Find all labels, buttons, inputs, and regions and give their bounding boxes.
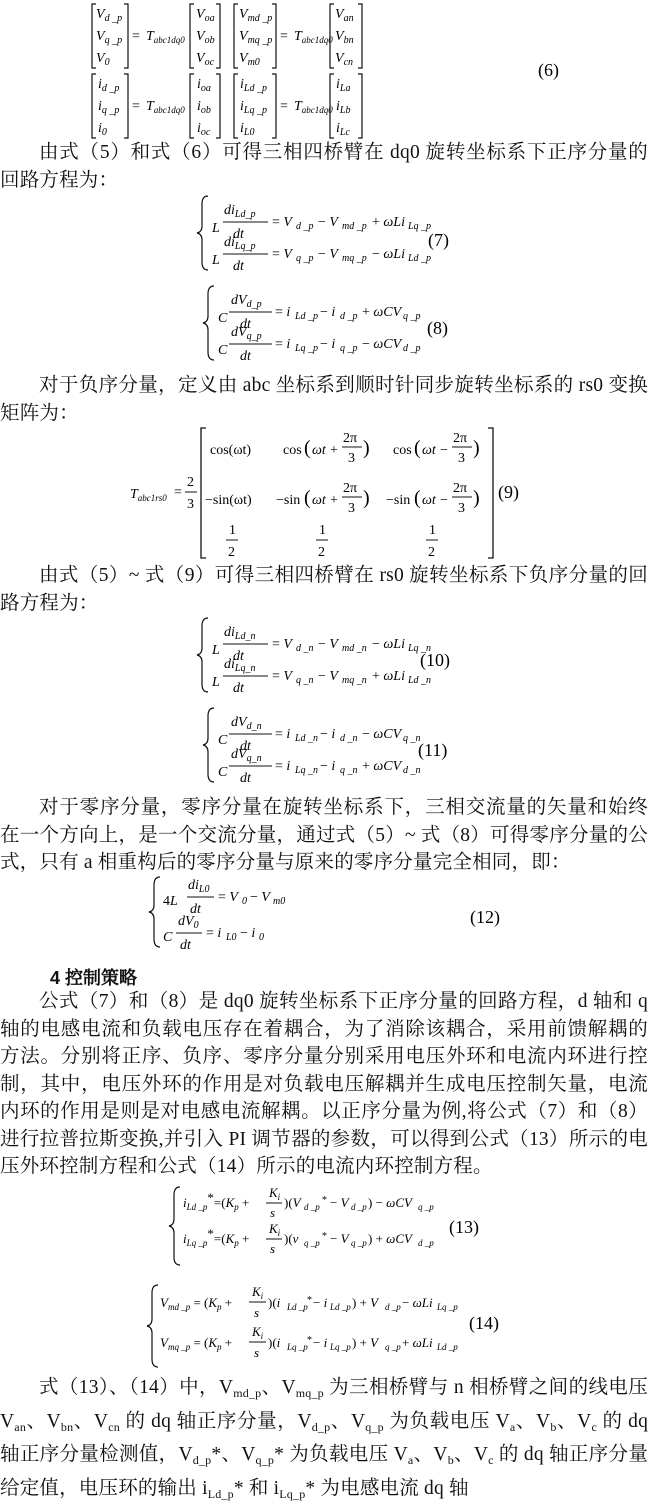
svg-text:(: ( [414, 487, 421, 509]
svg-text:+: + [330, 493, 338, 508]
svg-text:Lq _p: Lq _p [295, 343, 319, 354]
paragraph-4: 对于零序分量，零序分量在旋转坐标系下，三相交流量的矢量和始终在一个方向上，是一个交流分量，通过式（5）~ 式（8）可得零序分量的公式，只有 a 相重构后的零序分量与原来的零序分量完全相同，即： [0, 797, 648, 873]
svg-text:s: s [270, 1241, 276, 1256]
svg-text:d _p: d _p [403, 343, 421, 354]
svg-text:2: 2 [228, 545, 235, 560]
svg-text:Lq _p: Lq _p [287, 1342, 308, 1352]
svg-text:2: 2 [428, 545, 435, 560]
svg-text:− V: − V [318, 637, 338, 652]
svg-text:cos(ωt): cos(ωt) [210, 443, 252, 458]
svg-text:Ki: $K_i$ [252, 1284, 264, 1301]
svg-text:− i: − i [313, 1335, 328, 1350]
svg-text:2: 2 [318, 545, 325, 560]
svg-text:Ld _p: Ld _p [408, 253, 432, 264]
svg-text:−sin: −sin [276, 493, 301, 508]
svg-text:Tabc1rs0: $T_{abc1rs0}$ [130, 487, 167, 503]
svg-text:dt: dt [233, 681, 244, 696]
svg-text:2: 2 [187, 475, 194, 490]
svg-text:id _p: $i_{d \_p}$ [98, 77, 120, 94]
svg-text:− i: − i [320, 759, 336, 774]
svg-text:Vmq _p = (Kp +: $V_{mq \_p} = (K_p$ + [160, 1335, 233, 1352]
svg-text:3: 3 [458, 501, 465, 516]
svg-text:*: * [307, 1295, 312, 1306]
svg-text:ωt: ωt [422, 493, 436, 508]
svg-text:Voc: $V_{oc}$ [196, 51, 215, 68]
svg-text:(: ( [304, 437, 311, 459]
svg-text:(: ( [304, 487, 311, 509]
svg-text:s: s [254, 1345, 260, 1360]
svg-text:dV0: $dV_0$ [178, 914, 199, 931]
svg-text:d _p: d _p [418, 1238, 434, 1248]
svg-text:2π: 2π [343, 481, 358, 496]
svg-text:iLa: $i_{La}$ [336, 77, 351, 94]
svg-text:*: * [322, 1231, 327, 1242]
equation-9-svg [0, 424, 652, 564]
svg-text:L: L [212, 675, 220, 690]
svg-text:= V: = V [272, 637, 292, 652]
equation-7-8 [0, 192, 652, 367]
svg-text:Ld _n: Ld _n [408, 675, 432, 686]
svg-text:− i: − i [320, 305, 336, 320]
svg-text:dt: dt [190, 902, 201, 917]
svg-text:− i: − i [320, 337, 336, 352]
svg-text:Vmd _p = (Kp +: $V_{md \_p} = (K_p$ + [160, 1295, 233, 1312]
svg-text:= V: = V [218, 890, 238, 905]
svg-text:s: s [270, 1205, 276, 1220]
svg-text:iob: $i_{ob}$ [197, 99, 211, 116]
svg-text:d _p: d _p [340, 311, 358, 322]
svg-text:0: 0 [242, 896, 247, 907]
svg-text:L: L [212, 253, 220, 268]
svg-text:d _p: d _p [351, 1202, 367, 1212]
svg-text:+ ωLi: + ωLi [372, 215, 405, 230]
svg-text:Tabc1dq0: $T_{abc1dq0}$ [146, 29, 185, 45]
svg-text:dVd_n: $dV_{d\_n}$ [231, 715, 262, 732]
svg-text:diL0: $di_{L0}$ [188, 878, 210, 895]
svg-text:ωt: ωt [312, 443, 326, 458]
svg-text:diLd_n: $di_{Ld\_n}$ [224, 625, 256, 642]
svg-text:): ) [363, 437, 370, 459]
svg-text:+ ωLi: + ωLi [372, 669, 405, 684]
svg-text:= i: = i [275, 727, 291, 742]
svg-text:q _n: q _n [403, 733, 421, 744]
svg-text:Ld _n: Ld _n [295, 733, 319, 744]
svg-text:=: = [132, 99, 140, 114]
paragraph-1: 由式（5）和式（6）可得三相四桥臂在 dq0 旋转坐标系下正序分量的回路方程为： [0, 142, 648, 191]
svg-text:− V: − V [330, 1195, 349, 1210]
svg-text:dt: dt [180, 938, 191, 953]
equation-12-svg [0, 873, 652, 963]
svg-text:ωt: ωt [312, 493, 326, 508]
svg-text:4L: 4L [163, 894, 178, 909]
svg-text:− ωLi: − ωLi [372, 247, 405, 262]
paragraph-6: 式（13）、（14）中，$V_{md\_p}$、$V_{mq\_p}$ 为三相桥臂与 n 相桥臂之间的线电压 $V_{an}$、$V_{bn}$、$V_{cn}$ 的 dq 轴正序分量，$V_{d\_p}$、$V_{q\_p}$ 为负载电压 $V_a$、$V_b$、$V_c$ 的 dq 轴正序分量检测值，$V_{d\_p}*$、$V_{q\_p}*$ 为负载电压 $V_a$、$V_b$、$V_c$ 的 dq 轴正序分量给定值，电压环的输出 $i_{Ld\_p}*$ 和 $i_{Lq\_p}*$ 为电感电流 dq 轴 [0, 1377, 649, 1501]
paragraph-3: 由式（5）~ 式（9）可得三相四桥臂在 rs0 旋转坐标系下负序分量的回路方程为： [0, 565, 648, 614]
svg-text:= i: = i [275, 337, 291, 352]
svg-text:) + V: ) + V [352, 1295, 379, 1310]
svg-text:− i: − i [240, 926, 256, 941]
svg-text:=: = [280, 29, 288, 44]
svg-text:Vbn: $V_{bn}$ [335, 29, 354, 46]
svg-text:q _p: q _p [403, 311, 421, 322]
svg-text:Ki: $K_i$ [252, 1324, 264, 1341]
svg-text:q _p: q _p [351, 1238, 367, 1248]
svg-text:q _p: q _p [340, 343, 358, 354]
svg-text:C: C [218, 343, 228, 358]
svg-text:= i: = i [275, 759, 291, 774]
svg-text:−: − [440, 443, 448, 458]
svg-text:1: 1 [229, 523, 236, 538]
svg-text:ioa: $i_{oa}$ [197, 77, 211, 94]
svg-text:Lq _p: Lq _p [408, 221, 432, 232]
svg-text:*: * [322, 1195, 327, 1206]
svg-text:): ) [473, 487, 480, 509]
svg-text:−: − [440, 493, 448, 508]
svg-text:ωt: ωt [422, 443, 436, 458]
paragraph-2: 对于负序分量，定义由 abc 坐标系到顺时针同步旋转坐标系的 rs0 变换矩阵为： [0, 375, 648, 424]
svg-text:md _n: md _n [342, 643, 367, 654]
svg-text:iLq _p: $i_{Lq \_p}$ [240, 99, 267, 116]
svg-text:)(v: )(v [284, 1231, 299, 1246]
section-heading: 4 控制策略 [50, 968, 138, 988]
svg-text:2π: 2π [453, 481, 468, 496]
svg-text:+ ωLi: + ωLi [402, 1335, 433, 1350]
svg-text:Ki: $K_i$ [269, 1185, 281, 1202]
svg-text:): ) [363, 487, 370, 509]
svg-text:) + V: ) + V [352, 1335, 379, 1350]
svg-text:i0: $i_0$ [98, 121, 107, 138]
equation-13-14 [0, 1183, 652, 1373]
svg-text:−sin(ωt): −sin(ωt) [205, 493, 252, 508]
svg-text:md _p: md _p [342, 221, 367, 232]
svg-text:dt: dt [233, 227, 244, 242]
svg-text:= i: = i [275, 305, 291, 320]
svg-text:+: + [330, 443, 338, 458]
svg-text:= V: = V [272, 247, 292, 262]
svg-text:= V: = V [272, 669, 292, 684]
svg-text:− ωCV: − ωCV [362, 727, 402, 742]
svg-text:diLq_p: $di_{Lq\_p}$ [224, 235, 256, 252]
svg-text:dt: dt [233, 649, 244, 664]
svg-text:+ ωCV: + ωCV [362, 759, 402, 774]
svg-text:Ki: $K_i$ [269, 1221, 281, 1238]
equation-14-number: (14) [469, 1313, 499, 1333]
equation-10-11-svg [0, 614, 652, 790]
svg-text:mq _p: mq _p [342, 253, 367, 264]
svg-text:− V: − V [318, 669, 338, 684]
svg-text:Tabc1dq0: $T_{abc1dq0}$ [294, 99, 333, 115]
equation-10-11 [0, 614, 652, 790]
svg-text:Lq _n: Lq _n [408, 643, 432, 654]
svg-text:=: = [132, 29, 140, 44]
svg-text:Lq _p: Lq _p [437, 1302, 458, 1312]
svg-text:Vmq _p: $V_{mq \_p}$ [239, 29, 273, 46]
paragraph-5: 公式（7）和（8）是 dq0 旋转坐标系下正序分量的回路方程，d 轴和 q 轴的电感电流和负载电压存在着耦合，为了消除该耦合，采用前馈解耦的方法。分别将正序、负序、零序分量分别采用电压外环和电流内环进行控制，其中，电压外环的作用是对负载电压解耦并生成电压控制矢量，电流内环的作用是则是对电感电流解耦。以正序分量为例,将公式（7）和（8）进行拉普拉斯变换,并引入 PI 调节器的参数，可以得到公式（13）所示的电压外环控制方程和公式（14）所示的电流内环控制方程。 [0, 991, 648, 1177]
svg-text:−sin: −sin [386, 493, 411, 508]
svg-text:dt: dt [240, 771, 251, 786]
svg-text:− ωLi: − ωLi [402, 1295, 433, 1310]
svg-text:q _p: q _p [385, 1342, 401, 1352]
svg-text:Ld _p: Ld _p [330, 1302, 351, 1312]
svg-text:C: C [163, 930, 173, 945]
svg-text:iLd _p: $i_{Ld \_p}$ [240, 77, 267, 94]
svg-text:− ωLi: − ωLi [372, 637, 405, 652]
svg-text:3: 3 [458, 451, 465, 466]
svg-text:dVd_p: $dV_{d\_p}$ [231, 293, 262, 310]
svg-text:0: 0 [259, 932, 264, 943]
equation-9-number: (9) [498, 482, 519, 502]
svg-text:s: s [254, 1305, 260, 1320]
equation-10-number: (10) [420, 650, 450, 670]
svg-text:dVq_p: $dV_{q\_p}$ [231, 325, 262, 342]
equation-11-number: (11) [418, 740, 448, 760]
svg-text:(: ( [414, 437, 421, 459]
svg-text:)(i: )(i [268, 1335, 281, 1350]
equation-7-number: (7) [428, 230, 449, 250]
svg-text:− V: − V [318, 215, 338, 230]
svg-text:d _n: d _n [340, 733, 358, 744]
svg-text:iq _p: $i_{q \_p}$ [98, 99, 120, 116]
svg-text:cos: cos [283, 443, 302, 458]
svg-text:− ωCV: − ωCV [362, 337, 402, 352]
svg-text:iLd _p*=(Kp +: $i_{Ld \_p}*=(K_p$ + [183, 1190, 250, 1212]
svg-text:L: L [212, 643, 220, 658]
svg-text:d _p: d _p [296, 221, 314, 232]
svg-text:Tabc1dq0: $T_{abc1dq0}$ [294, 29, 333, 45]
svg-text:) − ωCV: ) − ωCV [368, 1195, 412, 1210]
svg-text:dt: dt [240, 349, 251, 364]
svg-text:Vd _p: $V_{d \_p}$ [96, 7, 123, 24]
equation-6-svg [0, 0, 652, 140]
svg-text:Ld _p: Ld _p [287, 1302, 308, 1312]
svg-text:= V: = V [272, 215, 292, 230]
svg-text:Ld _p: Ld _p [295, 311, 319, 322]
svg-text:ioc: $i_{oc}$ [197, 121, 211, 138]
svg-text:Lq _n: Lq _n [295, 765, 319, 776]
svg-text:− V: − V [318, 247, 338, 262]
svg-text:Van: $V_{an}$ [335, 7, 354, 24]
svg-text:iL0: $i_{L0}$ [240, 121, 255, 138]
svg-text:iLc: $i_{Lc}$ [336, 121, 350, 138]
svg-text:q _p: q _p [418, 1202, 434, 1212]
svg-text:− i: − i [320, 727, 336, 742]
svg-text:iLb: $i_{Lb}$ [336, 99, 351, 116]
svg-text:2π: 2π [343, 431, 358, 446]
svg-text:Tabc1dq0: $T_{abc1dq0}$ [146, 99, 185, 115]
equation-7-8-svg [0, 192, 652, 367]
svg-text:q _n: q _n [340, 765, 358, 776]
svg-text:C: C [218, 733, 228, 748]
svg-text:dt: dt [233, 259, 244, 274]
svg-text:iLq _p*=(Kp +: $i_{Lq \_p}*=(K_p$ + [183, 1226, 250, 1248]
svg-text:+ ωCV: + ωCV [362, 305, 402, 320]
svg-text:1: 1 [429, 523, 436, 538]
svg-text:Vob: $V_{ob}$ [196, 29, 215, 46]
svg-text:=: = [280, 99, 288, 114]
svg-text:C: C [218, 765, 228, 780]
svg-text:= i: = i [206, 926, 222, 941]
svg-text:dt: dt [240, 317, 251, 332]
equation-13-14-svg [0, 1183, 652, 1373]
svg-text:m0: m0 [273, 896, 286, 907]
svg-text:*: * [307, 1335, 312, 1346]
svg-text:− i: − i [313, 1295, 328, 1310]
svg-text:d _n: d _n [296, 643, 314, 654]
svg-text:2π: 2π [453, 431, 468, 446]
svg-text:Vmd _p: $V_{md \_p}$ [239, 7, 273, 24]
svg-text:C: C [218, 311, 228, 326]
svg-text:diLq_n: $di_{Lq\_n}$ [224, 657, 256, 674]
svg-text:3: 3 [348, 451, 355, 466]
svg-text:q _p: q _p [304, 1238, 320, 1248]
svg-text:mq _n: mq _n [342, 675, 367, 686]
equation-9 [0, 424, 652, 564]
svg-text:L: L [212, 221, 220, 236]
equation-8-number: (8) [427, 318, 448, 338]
svg-text:Voa: $V_{oa}$ [196, 7, 215, 24]
svg-text:d _n: d _n [403, 765, 421, 776]
svg-text:Vcn: $V_{cn}$ [335, 51, 354, 68]
svg-text:cos: cos [393, 443, 412, 458]
equation-6 [0, 0, 652, 140]
svg-text:V0: $V_0$ [96, 51, 110, 68]
svg-text:dt: dt [240, 739, 251, 754]
svg-text:− V: − V [250, 890, 270, 905]
svg-text:− V: − V [330, 1231, 349, 1246]
svg-text:d _p: d _p [385, 1302, 401, 1312]
svg-text:1: 1 [319, 523, 326, 538]
svg-text:)(i: )(i [268, 1295, 281, 1310]
svg-text:diLd_p: $di_{Ld\_p}$ [224, 203, 256, 220]
svg-text:): ) [473, 437, 480, 459]
svg-text:)(V: )(V [284, 1195, 301, 1210]
svg-text:Lq _p: Lq _p [330, 1342, 351, 1352]
svg-text:) + ωCV: ) + ωCV [368, 1231, 412, 1246]
svg-text:L0: L0 [226, 932, 237, 943]
svg-text:Ld _p: Ld _p [437, 1342, 458, 1352]
svg-text:3: 3 [348, 501, 355, 516]
svg-text:dVq_n: $dV_{q\_n}$ [231, 747, 262, 764]
svg-text:d _p: d _p [304, 1202, 320, 1212]
svg-text:q _p: q _p [296, 253, 314, 264]
equation-12 [0, 873, 652, 963]
svg-text:=: = [174, 485, 182, 500]
svg-text:q _n: q _n [296, 675, 314, 686]
svg-text:Vq _p: $V_{q \_p}$ [96, 29, 123, 46]
svg-text:Vm0: $V_{m0}$ [239, 51, 260, 68]
equation-12-number: (12) [470, 907, 500, 927]
equation-6-number: (6) [538, 60, 559, 80]
svg-text:3: 3 [187, 497, 194, 512]
equation-13-number: (13) [449, 1217, 479, 1237]
